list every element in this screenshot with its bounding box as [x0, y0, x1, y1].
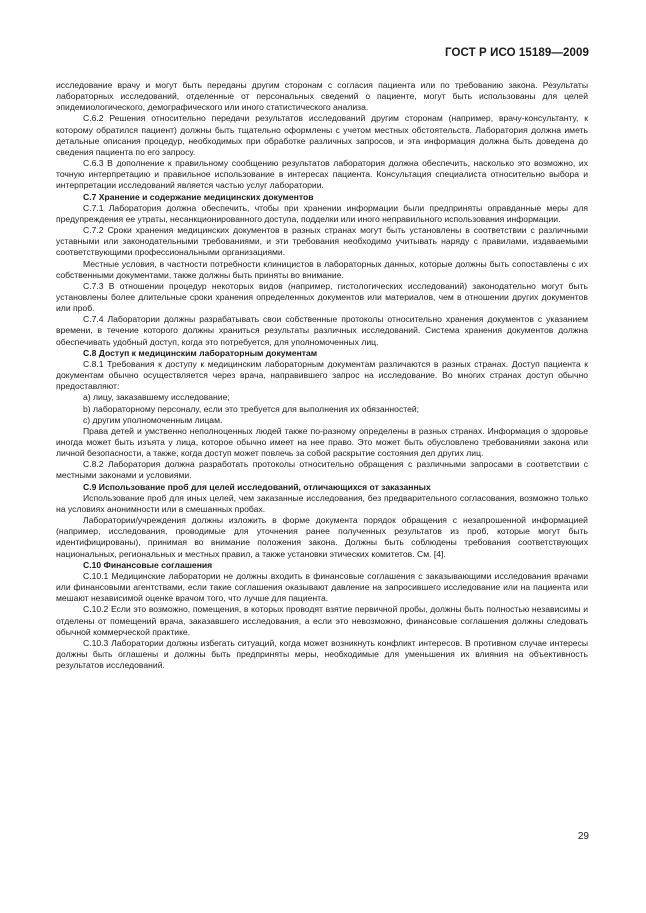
body-paragraph: b) лабораторному персоналу, если это требуется для выполнения их обязанностей;	[83, 403, 420, 414]
page-number: 29	[577, 831, 589, 842]
body-paragraph: С.7.1 Лаборатория должна обеспечить, чтобы при хранении информации были предприняты оправданные меры для предупреждения ее утраты, несанкционированного доступа, подделки или иного неправильного использования информации.	[56, 202, 588, 224]
body-paragraph: С.6.2 Решения относительно передачи результатов исследований другим сторонам (например, врачу-консультанту, к которому обратился пациент) должны быть тщательно оформлены с учетом местных обстоятельств. Лаборатория должна иметь детальные описания процедур, необходимых при обработке различных запросов, и эта информация должна быть доведена до сведения пациента по его запросу.	[56, 113, 588, 157]
body-paragraph: Права детей и умственно неполноценных людей также по-разному определены в разных странах. Информация о здоровье иногда может быть изъята у лица, которое обычно имеет на нее право. Это может быть обусловлено требованиями закона или личной безопасности, а также, когда доступ может повлечь за собой раскрытие состояния дел других лиц.	[56, 425, 588, 459]
body-paragraph: a) лицу, заказавшему исследование;	[83, 392, 230, 403]
body-paragraph: С.8.2 Лаборатория должна разработать протоколы относительно обращения с различными запросами в соответствии с местными законами и условиями.	[56, 459, 588, 481]
body-paragraph: С.7.3 В отношении процедур некоторых видов (например, гистологических исследований) законодательно могут быть установлены более длительные сроки хранения определенных документов или материалов, чем в отношении других документов или проб.	[56, 280, 588, 314]
body-paragraph: С.10.2 Если это возможно, помещения, в которых проводят взятие первичной пробы, должны быть полностью независимы и отделены от помещений врача, заказавшего исследования, а если это невозможно, финансовые соглашения должны следовать обычной коммерческой практике.	[56, 604, 588, 637]
body-paragraph: С.7.4 Лаборатории должны разрабатывать свои собственные протоколы относительно хранения документов с указанием времени, в течение которого должны храниться результаты различных исследований. Система хранения документов должна обеспечивать удобный доступ, когда это потребуется, для уполномоченных лиц.	[56, 314, 588, 347]
body-paragraph: С.6.3 В дополнение к правильному сообщению результатов лаборатория должна обеспечить, насколько это возможно, их точную интерпретацию и правильное использование в интересах пациента. Консультация специалиста относительно выбора и интерпретации исследований является частью услуг лаборатории.	[56, 158, 588, 191]
body-paragraph: Местные условия, в частности потребности клиницистов в лабораторных данных, которые должны быть сопоставлены с их собственными документами, также должны быть приняты во внимание.	[56, 258, 588, 280]
section-heading: С.8 Доступ к медицинским лабораторным документам	[83, 347, 318, 358]
body-paragraph: Лаборатории/учреждения должны изложить в форме документа порядок обращения с незапрошенной информацией (например, исследования, проводимые для уточнения ранее полученных результатов из проб, которые могут быть идентифицированы), принимая во внимание положения закона. Должны быть соблюдены требования соответствующих национальных, региональных и местных правил, а также установки этических комитетов. См. [4].	[56, 515, 588, 559]
section-heading: С.9 Использование проб для целей исследований, отличающихся от заказанных	[83, 481, 431, 492]
body-paragraph: С.10.3 Лаборатории должны избегать ситуаций, когда может возникнуть конфликт интересов. В противном случае интересы должны быть оглашены и должны быть предприняты меры, необходимые для уменьшения их влияния на объективность результатов исследований.	[56, 637, 588, 671]
section-heading: С.7 Хранение и содержание медицинских документов	[83, 191, 314, 202]
body-paragraph: исследование врачу и могут быть переданы другим сторонам с согласия пациента или по требованию закона. Результаты лабораторных исследований, отделенные от персональных сведений о пациенте, могут быть использованы для целей эпидемиологического, демографического или иного статистического анализа.	[56, 80, 588, 113]
body-paragraph: c) другим уполномоченным лицам.	[83, 414, 223, 425]
body-paragraph: Использование проб для иных целей, чем заказанные исследования, без предварительного согласования, возможно только на условиях анонимности или в смешанных пробах.	[56, 492, 588, 514]
body-paragraph: С.7.2 Сроки хранения медицинских документов в разных странах могут быть установлены в соответствии с различными уставными или законодательными требованиями, и эти требования необходимо учитывать наряду с правилами, издаваемыми соответствующими профессиональными организациями.	[56, 225, 588, 258]
body-paragraph: С.10.1 Медицинские лаборатории не должны входить в финансовые соглашения с заказывающими исследования врачами или финансовыми агентствами, если такие соглашения оказывают давление на запросившего исследование или на пациента или мешают независимой оценке врачом того, что лучше для пациента.	[56, 570, 588, 604]
body-paragraph: С.8.1 Требования к доступу к медицинским лабораторным документам различаются в разных странах. Доступ пациента к документам обычно осуществляется через врача, направившего запрос на исследование. Во многих странах доступ обычно предоставляют:	[56, 358, 588, 392]
section-heading: С.10 Финансовые соглашения	[83, 559, 213, 570]
document-standard-code: ГОСТ Р ИСО 15189—2009	[444, 47, 589, 59]
document-body	[56, 80, 588, 671]
